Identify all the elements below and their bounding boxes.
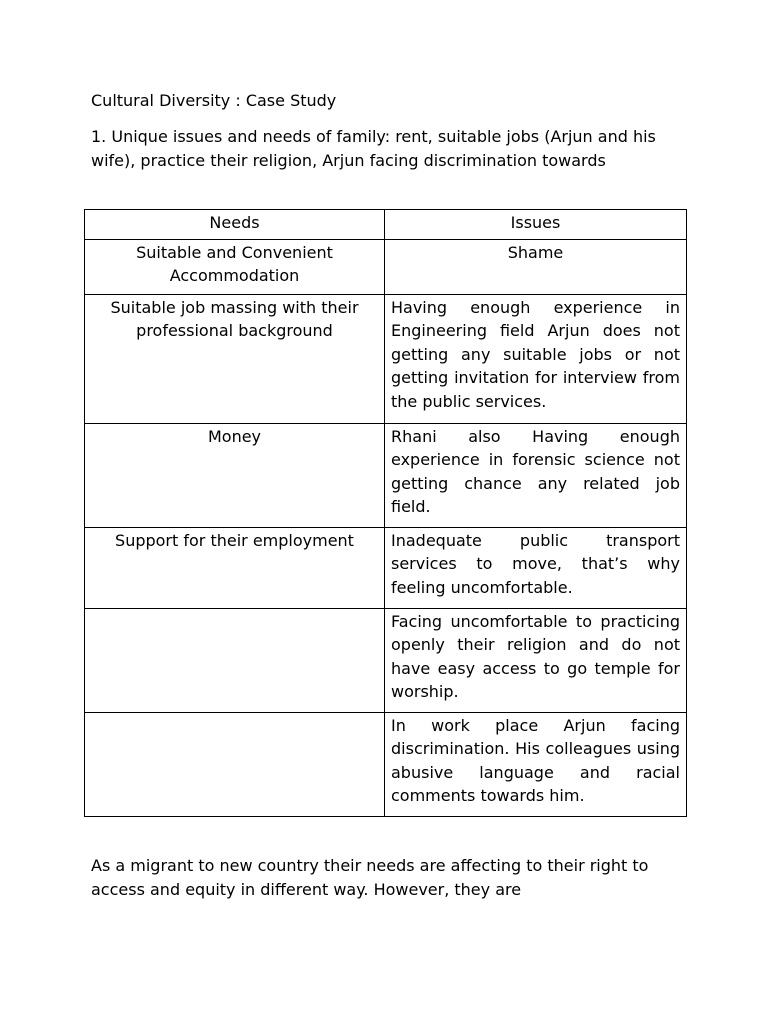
issue-cell: Shame	[385, 239, 687, 294]
table-row	[85, 527, 687, 608]
table-row	[85, 294, 687, 423]
header-needs: Needs	[85, 210, 385, 240]
need-cell: Suitable job massing with their professional background	[85, 294, 385, 423]
table-row	[85, 608, 687, 712]
need-cell	[85, 712, 385, 816]
need-cell: Money	[85, 423, 385, 527]
issue-cell: Rhani also Having enough experience in forensic science not getting chance any related job field.	[385, 423, 687, 527]
need-cell: Support for their employment	[85, 527, 385, 608]
table-row	[85, 712, 687, 816]
table-row	[85, 239, 687, 294]
table-header-row	[85, 210, 687, 240]
header-issues: Issues	[385, 210, 687, 240]
outro-paragraph: As a migrant to new country their needs are affecting to their right to access and equity in different way. However, they are	[91, 856, 649, 899]
table-row	[85, 423, 687, 527]
intro-paragraph: 1. Unique issues and needs of family: rent, suitable jobs (Arjun and his wife), practice their religion, Arjun facing discrimination towards	[91, 127, 656, 170]
issue-cell: In work place Arjun facing discrimination. His colleagues using abusive language and racial comments towards him.	[385, 712, 687, 816]
issue-cell: Having enough experience in Engineering field Arjun does not getting any suitable jobs or not getting invitation for interview from the public services.	[385, 294, 687, 423]
document-title: Cultural Diversity : Case Study	[91, 91, 337, 110]
issue-cell: Facing uncomfortable to practicing openly their religion and do not have easy access to go temple for worship.	[385, 608, 687, 712]
issue-cell: Inadequate public transport services to move, that’s why feeling uncomfortable.	[385, 527, 687, 608]
need-cell	[85, 608, 385, 712]
needs-issues-table	[84, 209, 687, 817]
need-cell: Suitable and Convenient Accommodation	[85, 239, 385, 294]
